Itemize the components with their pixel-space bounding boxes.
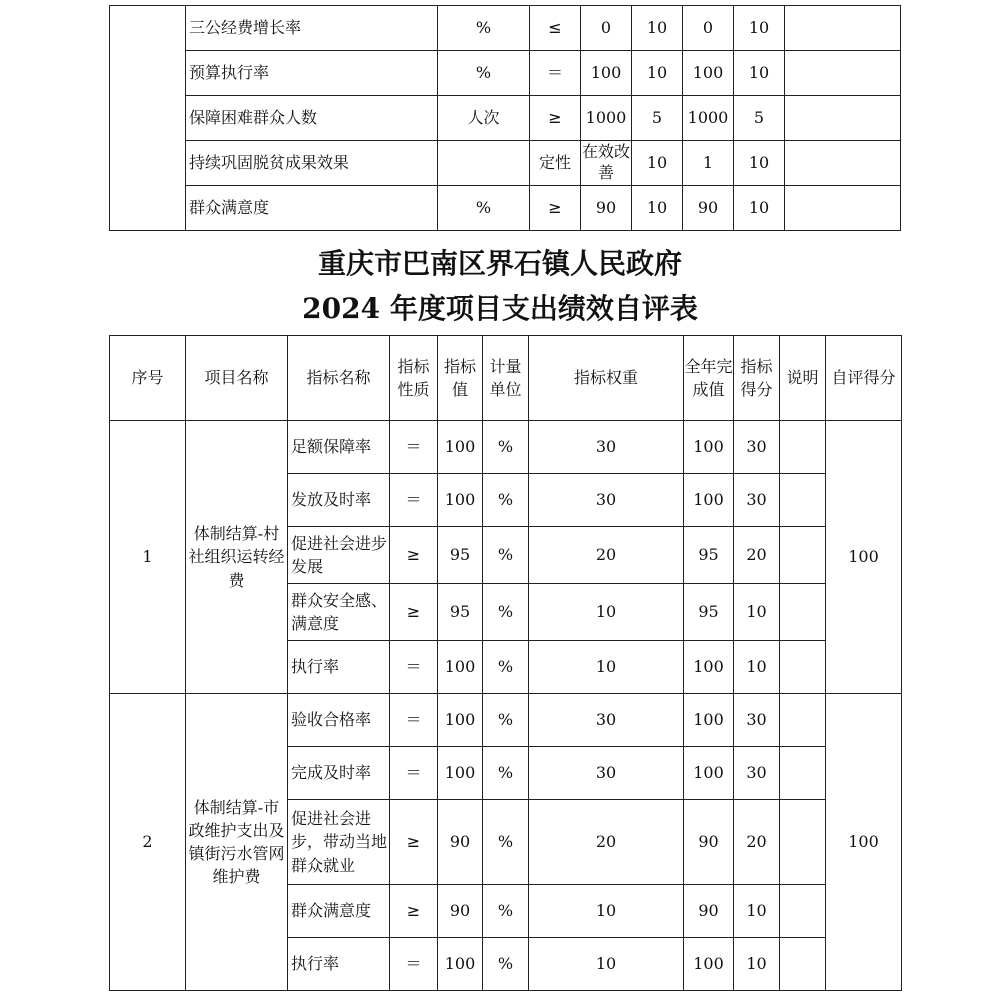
table-row: [110, 694, 902, 747]
actual-cell: 95: [684, 584, 734, 641]
table-header-row: [110, 336, 902, 421]
unit-cell: 人次: [438, 96, 530, 141]
header-score: 指标得分: [734, 336, 780, 421]
actual-cell: 1000: [683, 96, 734, 141]
value-cell: 100: [438, 694, 483, 747]
weight-cell: 30: [529, 421, 684, 474]
indicator-name: 三公经费增长率: [186, 6, 438, 51]
project-name: 体制结算-市政维护支出及镇街污水管网维护费: [186, 694, 288, 991]
table-row: [110, 421, 902, 474]
weight-cell: 10: [529, 641, 684, 694]
table-row: [110, 186, 901, 231]
nature-cell: ≥: [390, 885, 438, 938]
target-cell: 90: [581, 186, 632, 231]
weight-cell: 10: [632, 186, 683, 231]
note-cell: [780, 800, 826, 885]
note-cell: [780, 474, 826, 527]
indicator-name: 持续巩固脱贫成果效果: [186, 141, 438, 186]
score-cell: 5: [734, 96, 785, 141]
score-cell: 30: [734, 421, 780, 474]
nature-cell: ≥: [390, 800, 438, 885]
indicator-name: 保障困难群众人数: [186, 96, 438, 141]
actual-cell: 100: [683, 51, 734, 96]
score-cell: 20: [734, 800, 780, 885]
score-cell: 30: [734, 474, 780, 527]
weight-cell: 10: [529, 584, 684, 641]
nature-cell: ＝: [390, 938, 438, 991]
note-cell: [780, 641, 826, 694]
note-cell: [785, 141, 901, 186]
target-cell: 0: [581, 6, 632, 51]
note-cell: [780, 584, 826, 641]
header-unit: 计量单位: [483, 336, 529, 421]
note-cell: [780, 421, 826, 474]
target-cell: 100: [581, 51, 632, 96]
value-cell: 90: [438, 800, 483, 885]
indicator-name: 促进社会进步，带动当地群众就业: [288, 800, 390, 885]
weight-cell: 10: [632, 6, 683, 51]
target-cell: 在效改善: [581, 141, 632, 186]
weight-cell: 20: [529, 800, 684, 885]
unit-cell: %: [438, 6, 530, 51]
unit-cell: %: [438, 51, 530, 96]
actual-cell: 100: [684, 641, 734, 694]
unit-cell: %: [483, 747, 529, 800]
indicator-name: 群众安全感、满意度: [288, 584, 390, 641]
unit-cell: %: [483, 641, 529, 694]
score-cell: 10: [734, 885, 780, 938]
performance-table: [109, 335, 902, 991]
unit-cell: %: [483, 584, 529, 641]
nature-cell: ≥: [390, 584, 438, 641]
operator-cell: 定性: [530, 141, 581, 186]
actual-cell: 100: [684, 474, 734, 527]
nature-cell: ≥: [390, 527, 438, 584]
self-score-cell: 100: [826, 694, 902, 991]
actual-cell: 100: [684, 747, 734, 800]
merged-project-cell: [110, 6, 186, 231]
score-cell: 10: [734, 938, 780, 991]
header-project: 项目名称: [186, 336, 288, 421]
operator-cell: ＝: [530, 51, 581, 96]
note-cell: [785, 186, 901, 231]
actual-cell: 100: [684, 938, 734, 991]
indicator-name: 足额保障率: [288, 421, 390, 474]
weight-cell: 10: [529, 885, 684, 938]
indicator-name: 完成及时率: [288, 747, 390, 800]
nature-cell: ＝: [390, 641, 438, 694]
indicator-name: 发放及时率: [288, 474, 390, 527]
unit-cell: %: [483, 800, 529, 885]
header-self-score: 自评得分: [826, 336, 902, 421]
weight-cell: 10: [529, 938, 684, 991]
nature-cell: ＝: [390, 747, 438, 800]
actual-cell: 1: [683, 141, 734, 186]
score-cell: 10: [734, 51, 785, 96]
table-row: [110, 141, 901, 186]
table-row: [110, 6, 901, 51]
project-seq: 2: [110, 694, 186, 991]
score-cell: 20: [734, 527, 780, 584]
header-seq: 序号: [110, 336, 186, 421]
actual-cell: 100: [684, 421, 734, 474]
score-cell: 10: [734, 186, 785, 231]
document-subtitle: 2024 年度项目支出绩效自评表: [302, 292, 698, 325]
value-cell: 95: [438, 527, 483, 584]
score-cell: 30: [734, 747, 780, 800]
unit-cell: %: [483, 938, 529, 991]
table-row: [110, 96, 901, 141]
actual-cell: 0: [683, 6, 734, 51]
self-score-cell: 100: [826, 421, 902, 694]
note-cell: [780, 694, 826, 747]
nature-cell: ＝: [390, 694, 438, 747]
header-value: 指标值: [438, 336, 483, 421]
indicator-name: 执行率: [288, 641, 390, 694]
unit-cell: %: [483, 527, 529, 584]
unit-cell: %: [438, 186, 530, 231]
weight-cell: 20: [529, 527, 684, 584]
target-cell: 1000: [581, 96, 632, 141]
indicator-name: 促进社会进步发展: [288, 527, 390, 584]
note-cell: [785, 6, 901, 51]
score-cell: 30: [734, 694, 780, 747]
actual-cell: 90: [684, 885, 734, 938]
unit-cell: %: [483, 694, 529, 747]
operator-cell: ≥: [530, 186, 581, 231]
indicator-name: 执行率: [288, 938, 390, 991]
value-cell: 100: [438, 421, 483, 474]
score-cell: 10: [734, 584, 780, 641]
note-cell: [780, 885, 826, 938]
value-cell: 95: [438, 584, 483, 641]
nature-cell: ＝: [390, 474, 438, 527]
unit-cell: %: [483, 474, 529, 527]
indicator-name: 群众满意度: [288, 885, 390, 938]
operator-cell: ≥: [530, 96, 581, 141]
note-cell: [780, 527, 826, 584]
weight-cell: 5: [632, 96, 683, 141]
note-cell: [785, 51, 901, 96]
document-title: 重庆市巴南区界石镇人民政府: [317, 247, 682, 280]
header-note: 说明: [780, 336, 826, 421]
actual-cell: 90: [684, 800, 734, 885]
value-cell: 100: [438, 474, 483, 527]
note-cell: [785, 96, 901, 141]
indicator-name: 预算执行率: [186, 51, 438, 96]
score-cell: 10: [734, 141, 785, 186]
value-cell: 90: [438, 885, 483, 938]
previous-table-continuation: [109, 5, 901, 231]
indicator-name: 群众满意度: [186, 186, 438, 231]
weight-cell: 30: [529, 474, 684, 527]
project-seq: 1: [110, 421, 186, 694]
operator-cell: ≤: [530, 6, 581, 51]
note-cell: [780, 747, 826, 800]
indicator-name: 验收合格率: [288, 694, 390, 747]
nature-cell: ＝: [390, 421, 438, 474]
unit-cell: %: [483, 885, 529, 938]
note-cell: [780, 938, 826, 991]
project-name: 体制结算-村社组织运转经费: [186, 421, 288, 694]
actual-cell: 90: [683, 186, 734, 231]
weight-cell: 30: [529, 694, 684, 747]
weight-cell: 10: [632, 141, 683, 186]
value-cell: 100: [438, 747, 483, 800]
value-cell: 100: [438, 938, 483, 991]
value-cell: 100: [438, 641, 483, 694]
unit-cell: %: [483, 421, 529, 474]
score-cell: 10: [734, 641, 780, 694]
header-indicator: 指标名称: [288, 336, 390, 421]
header-nature: 指标性质: [390, 336, 438, 421]
weight-cell: 10: [632, 51, 683, 96]
header-actual: 全年完成值: [684, 336, 734, 421]
table-row: [110, 51, 901, 96]
header-weight: 指标权重: [529, 336, 684, 421]
actual-cell: 95: [684, 527, 734, 584]
actual-cell: 100: [684, 694, 734, 747]
unit-cell: [438, 141, 530, 186]
weight-cell: 30: [529, 747, 684, 800]
score-cell: 10: [734, 6, 785, 51]
